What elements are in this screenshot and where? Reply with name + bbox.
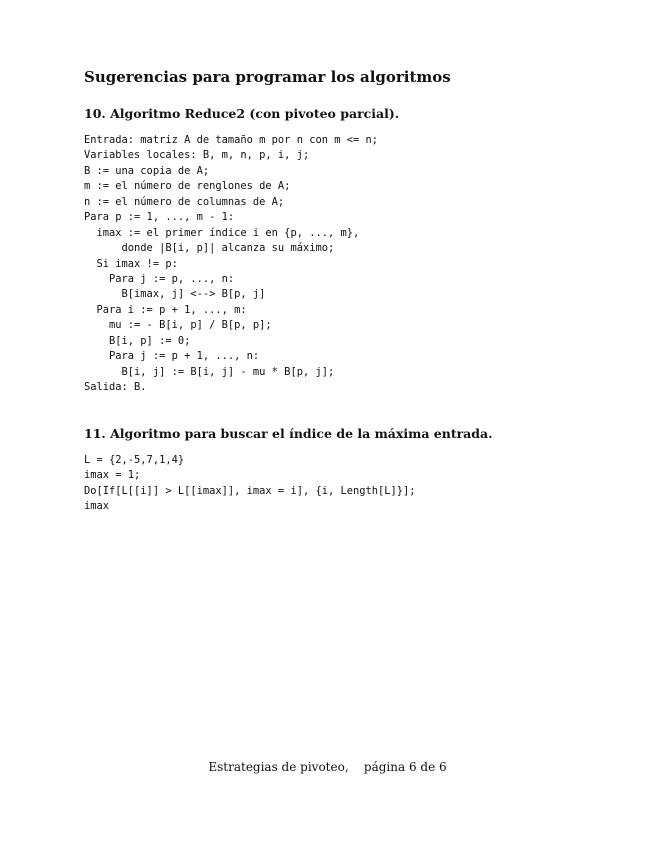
code-line: B := una copia de A; <box>84 164 210 177</box>
code-line: n := el número de columnas de A; <box>84 195 285 208</box>
code-line: Si imax != p: <box>84 257 178 270</box>
page-footer: Estrategias de pivoteo, página 6 de 6 <box>208 760 447 774</box>
code-line: imax := el primer índice i en {p, ..., m}, <box>84 226 360 239</box>
code-line: B[i, j] := B[i, j] - mu * B[p, j]; <box>84 365 335 378</box>
code-line: Salida: B. <box>84 381 147 393</box>
code-line: B[imax, j] <--> B[p, j] <box>84 288 266 301</box>
max-index-code-block <box>84 453 416 515</box>
code-line: Para p := 1, ..., m - 1: <box>84 211 235 224</box>
code-line: m := el número de renglones de A; <box>84 180 291 193</box>
code-line: L = {2,-5,7,1,4} <box>84 454 185 466</box>
code-line: Para i := p + 1, ..., m: <box>84 303 247 316</box>
code-line: Do[If[L[[i]] > L[[imax]], imax = i], {i, Length[L]}]; <box>84 484 416 497</box>
page-title: Sugerencias para programar los algoritmos <box>84 68 451 86</box>
code-line: mu := - B[i, p] / B[p, p]; <box>84 319 272 332</box>
code-line: Para j := p, ..., n: <box>84 272 235 285</box>
section-10-heading: 10. Algoritmo Reduce2 (con pivoteo parcial). <box>84 106 400 121</box>
code-line: B[i, p] := 0; <box>84 334 191 347</box>
code-line: donde |B[i, p]| alcanza su máximo; <box>84 242 335 255</box>
code-line: imax = 1; <box>84 469 141 482</box>
code-line: Para j := p + 1, ..., n: <box>84 350 260 363</box>
code-line: Entrada: matriz A de tamaño m por n con m <= n; <box>84 134 379 146</box>
code-line: imax <box>84 500 110 513</box>
section-11-heading: 11. Algoritmo para buscar el índice de la máxima entrada. <box>84 426 493 441</box>
reduce2-code-block <box>84 133 378 395</box>
code-line: Variables locales: B, m, n, p, i, j; <box>84 149 310 162</box>
